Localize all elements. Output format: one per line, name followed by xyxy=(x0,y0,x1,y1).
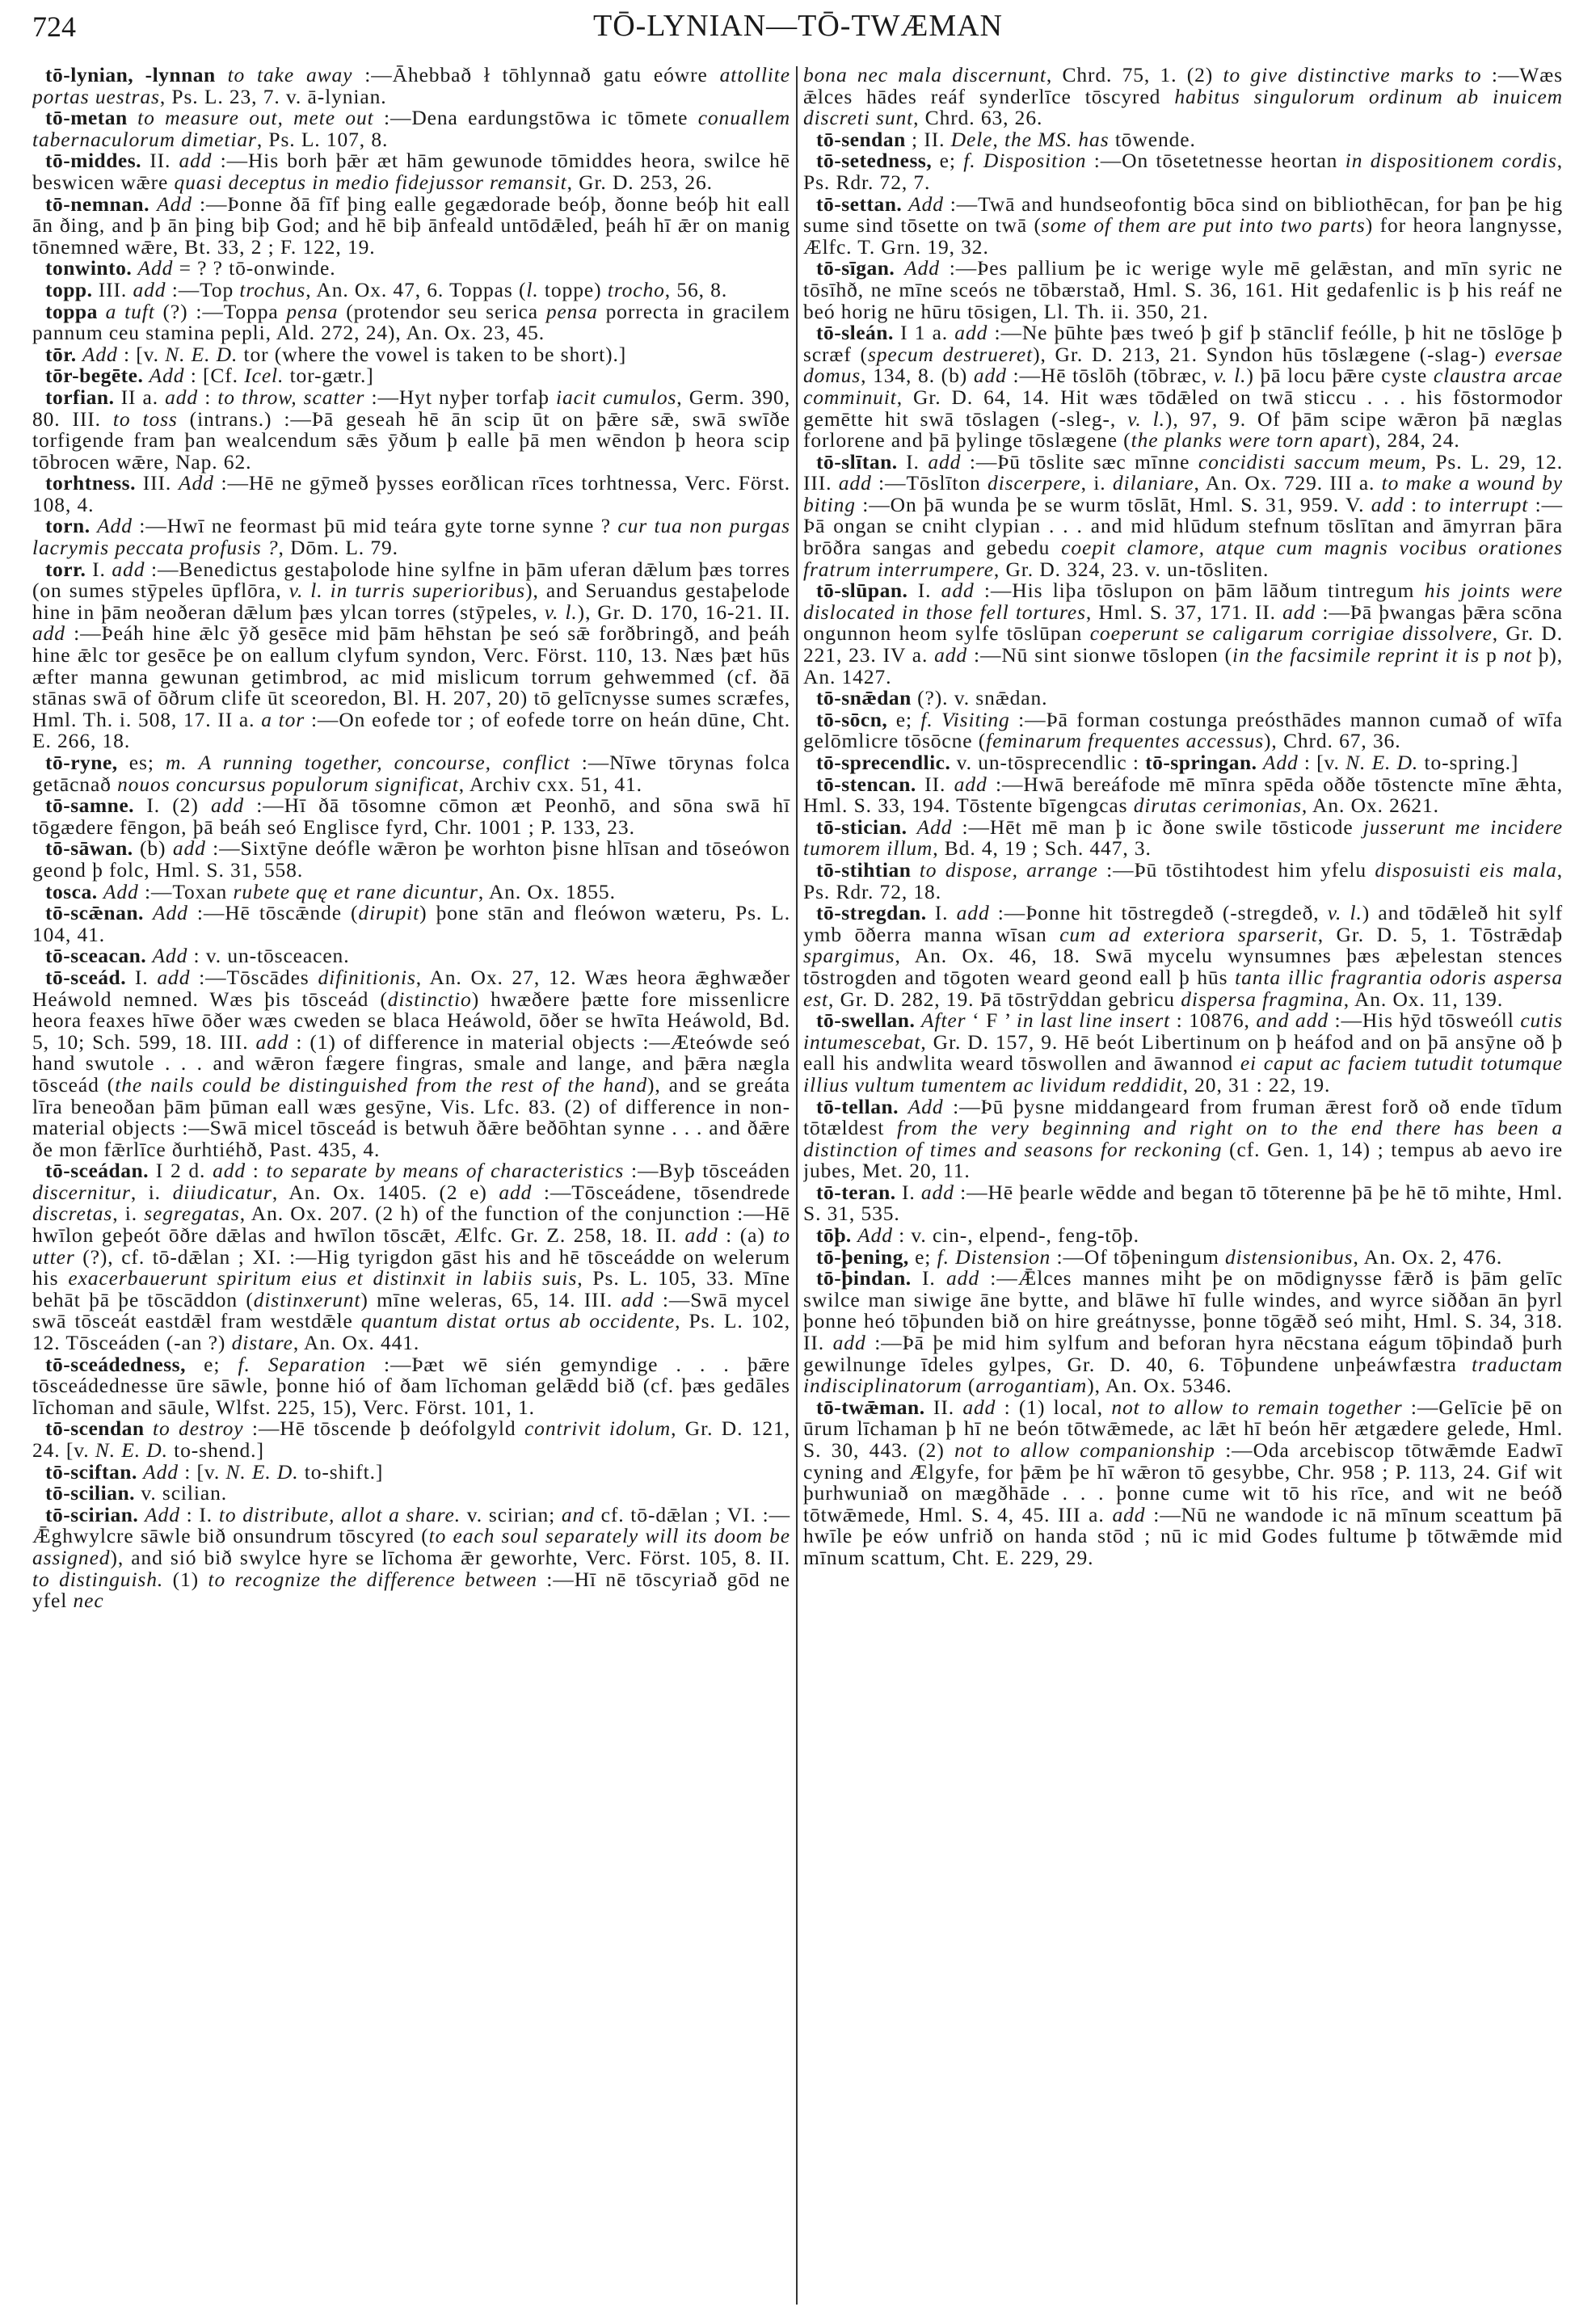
italic-gloss: add xyxy=(133,277,166,301)
entry-body: v. un-tōsprecendlic : tō-springan. Add : [v. N. E. D. to-spring.] xyxy=(950,751,1519,774)
italic-gloss: Add xyxy=(908,192,944,216)
italic-gloss: to separate by means of characteristics xyxy=(266,1159,625,1183)
italic-gloss: distensionibus xyxy=(1224,1244,1354,1269)
entry-body: to take away :—Āhebbað ł tōhlynnað gatu eówre attollite portas uestras, Ps. L. 23, 7. v. ā-lynian. xyxy=(32,65,790,108)
italic-gloss: to measure out, mete out xyxy=(137,106,374,130)
dictionary-entry xyxy=(32,752,790,795)
italic-gloss: add xyxy=(920,1180,954,1204)
dictionary-entry xyxy=(32,365,790,387)
headword: tō-sīgan. xyxy=(816,256,895,280)
italic-gloss: the planks were torn apart xyxy=(1131,428,1368,453)
italic-gloss: add xyxy=(165,385,199,409)
italic-gloss: coepit clamore, atque cum magnis vocibus orationes fratrum interrumpere xyxy=(803,536,1563,581)
dictionary-entry xyxy=(32,387,790,473)
dictionary-entry xyxy=(32,559,790,752)
dictionary-entry xyxy=(803,322,1563,452)
italic-gloss: attollite portas uestras xyxy=(32,65,790,108)
headword: tō-settan. xyxy=(816,192,903,216)
dictionary-entry xyxy=(32,1459,790,1484)
italic-gloss: add xyxy=(941,579,975,603)
headword: tō-sciftan. xyxy=(45,1459,137,1484)
italic-gloss: exacerbauerunt spiritum eius et distinxit in labiis suis xyxy=(68,1266,578,1290)
italic-gloss: trochus xyxy=(239,277,306,301)
headword: tō-scirian. xyxy=(45,1502,139,1526)
italic-gloss: add xyxy=(973,364,1007,388)
italic-gloss: in dispositionem cordis xyxy=(1345,149,1557,173)
dictionary-entry xyxy=(32,1160,790,1353)
italic-gloss: iacit cumulos xyxy=(556,385,677,409)
left-column xyxy=(32,65,790,2307)
dictionary-entry xyxy=(32,473,790,516)
italic-gloss: Disposition xyxy=(983,149,1087,173)
italic-gloss: to dispose, arrange xyxy=(919,857,1098,882)
entry-body: (?). v. snǣdan. xyxy=(911,686,1048,710)
italic-gloss: distare xyxy=(231,1331,293,1355)
italic-gloss: Add xyxy=(149,364,185,388)
column-divider xyxy=(796,66,798,2305)
italic-gloss: to distinguish. xyxy=(32,1567,164,1591)
italic-gloss: quasi deceptus in medio fidejussor remansit xyxy=(174,170,567,194)
headword: tō-sceacan. xyxy=(45,944,147,968)
dictionary-entry xyxy=(32,967,790,1160)
italic-gloss: and xyxy=(561,1502,595,1526)
entry-body: I. add :—Þonne hit tōstregdeð (-stregdeð, v. l.) and tōdǣleð hit sylf ymb ōðerra manna wīsan cum ad exteriora sparserit, Gr. D. 5, 1. Tōstrǣdaþ spargimus, An. Ox. 46, 18. Swā mycelu wynsumnes þæs æþelestan stences tōstrogden and tōgoten weard geond eall þ hūs tanta illic fragrantia odoris aspersa est, Gr. D. 282, 19. Þā tōstrӯddan gebricu dispersa fragmina, An. Ox. 11, 139. xyxy=(803,901,1563,1011)
italic-gloss: Add xyxy=(1262,751,1299,774)
headword: tonwinto. xyxy=(45,256,133,280)
italic-gloss: Add xyxy=(907,1094,944,1118)
italic-gloss: discretas xyxy=(32,1202,113,1226)
italic-gloss: not xyxy=(1503,643,1532,667)
italic-gloss: add xyxy=(211,793,244,818)
headword: tō-sceádedness, xyxy=(45,1352,186,1376)
italic-gloss: add xyxy=(179,149,213,173)
italic-gloss: add xyxy=(621,1287,655,1311)
italic-gloss: N. E. D. xyxy=(165,342,238,366)
italic-gloss: dirutas cerimonias xyxy=(1133,793,1302,818)
italic-gloss: ei caput ac faciem tutudit totumque illius vultum tumentem ac lividum reddidit xyxy=(803,1051,1563,1097)
entry-body: I 2 d. add : to separate by means of characteristics :—Byþ tōsceáden discernitur, i. diiudicatur, An. Ox. 1405. (2 e) add :—Tōsceádene, tōsendrede discretas, i. segregatas, An. Ox. 207. (2 h) of the function of the conjunction :—Hē hwīlon geþeót ōðre dǣlas and hwīlon tōscǣt, Ælfc. Gr. Z. 258, 18. II. add : (a) to utter (?), cf. tō-dǣlan ; XI. :—Hig tyrigdon gāst his and hē tōsceádde on welerum his exacerbauerunt spiritum eius et distinxit in labiis suis, Ps. L. 105, 33. Mīne behāt þā þe tōscāddon (distinxerunt) mīne weleras, 65, 14. III. add :—Swā mycel swā tōsceát eastdǣl fram westdǣle quantum distat ortus ab occidente, Ps. L. 102, 12. Tōsceáden (-an ?) distare, An. Ox. 441. xyxy=(32,1159,790,1355)
dictionary-entry xyxy=(32,1483,790,1505)
entry-body: to destroy :—Hē tōscende þ deófolgyld contrivit idolum, Gr. D. 121, 24. [v. N. E. D. to-shend.] xyxy=(32,1416,790,1462)
italic-gloss: disposuisti eis mala xyxy=(1375,857,1557,882)
italic-gloss: Add xyxy=(103,879,139,903)
dictionary-entry xyxy=(32,838,790,881)
italic-gloss: conuallem tabernaculorum dimetiar xyxy=(32,106,790,151)
italic-gloss: add xyxy=(954,321,988,345)
italic-gloss: to interrupt xyxy=(1424,492,1529,516)
italic-gloss: v. l. in turris superioribus xyxy=(288,579,526,603)
dictionary-entry xyxy=(803,817,1563,860)
italic-gloss: dispersa fragmina xyxy=(1181,987,1344,1011)
italic-gloss: to destroy xyxy=(153,1416,244,1441)
dictionary-entry xyxy=(803,1244,1563,1269)
dictionary-entry xyxy=(803,1182,1563,1225)
dictionary-entry xyxy=(803,129,1563,151)
italic-gloss: add xyxy=(962,1395,996,1419)
headword: tō-swellan. xyxy=(816,1008,916,1033)
entry-body: I. add :—Ǣlces mannes miht þe on mōdignysse fǣrð is þām gelīc swilce man siwige āne bytte, and blāwe hī fulle windes, and wyrce siððan ān þyrl þonne heó tōþunden bið on hire greátnysse, þonne tōgǣð seó miht, Hml. S. 34, 318. II. add :—Þā þe mid him sylfum and beforan hyra nēcstana eágum tōþindað þurh gewilnunge īdeles gylpes, Gr. D. 40, 6. Tōþundene unþeáwfæstra traductam indisciplinatorum (arrogantiam), An. Ox. 5346. xyxy=(803,1266,1563,1398)
italic-gloss: add xyxy=(1282,600,1316,624)
entry-body: Add :—Hēt mē man þ ic ðone swile tōsticode jusserunt me incidere tumorem illum, Bd. 4, 19 ; Sch. 447, 3. xyxy=(803,815,1563,861)
entry-body: to measure out, mete out :—Dena eardungstōwa ic tōmete conuallem tabernaculorum dimetiar, Ps. L. 107, 8. xyxy=(32,106,790,151)
dictionary-entry xyxy=(803,194,1563,259)
headword: tō-þindan. xyxy=(816,1266,912,1290)
italic-gloss: Dele, the MS. has xyxy=(950,127,1110,151)
italic-gloss: discernitur xyxy=(32,1180,131,1204)
entry-body: After ‘ F ’ in last line insert : 10876, and add :—His hӯd tōsweóll cutis intumescebat, Gr. D. 157, 9. Hē beót Libertinum on þ heáfod and on þā ansӯne oð þ eall his andwlita weard tōswollen and āwannod ei caput ac faciem tutudit totumque illius vultum tumentem ac lividum reddidit, 20, 31 : 22, 19. xyxy=(803,1008,1563,1097)
entry-body: I. (2) add :—Hī ðā tōsomne cōmon æt Peonhō, and sōna swā hī tōgædere fēngon, þā beáh seó Englisce fyrd, Chr. 1001 ; P. 133, 23. xyxy=(32,793,790,839)
dictionary-entry xyxy=(803,857,1563,903)
headword: tō-stencan. xyxy=(816,772,916,796)
entry-body: II. add : (1) local, not to allow to remain together :—Gelīcie þē on ūrum līchaman þ hī ne beón tōtwǣmede, ac lǣt hī beón hēr ætgædere gelede, Hml. S. 30, 443. (2) not to allow companionship :—Oda arcebiscop tōtwǣmde Eadwī cyning and Ælgyfe, for þǣm þe hī wǣron tō gesybbe, Chr. 958 ; P. 113, 24. Gif wit þurhwuniað on mægðhāde . . . þonne cume wit tō his rīce, and wit ne beóð tōtwǣmede, Hml. S. 4, 45. III a. add :—Nū ne wandode ic nā mīnum sceattum þā hwīle þe eów unfrið on handa stōd ; nū ic mid Godes fultume þ tōtwǣmde mid mīnum scattum, Cht. E. 229, 29. xyxy=(803,1395,1563,1569)
dictionary-entry xyxy=(32,1502,790,1613)
italic-gloss: add xyxy=(255,1029,289,1054)
italic-gloss: eversae domus xyxy=(803,342,1563,388)
entry-body: II. add :—His borh þǣr æt hām gewunode tōmiddes heora, swilce hē beswicen wǣre quasi deceptus in medio fidejussor remansit, Gr. D. 253, 26. xyxy=(32,149,790,194)
dictionary-entry xyxy=(803,1397,1563,1569)
italic-gloss: feminarum frequentes accessus xyxy=(986,729,1265,753)
headword: tō-scǣnan. xyxy=(45,901,144,925)
entry-body: III. Add :—Hē ne gӯmeð þysses eorðlican rīces torhtnessa, Verc. Först. 108, 4. xyxy=(32,471,790,516)
italic-gloss: add xyxy=(928,449,962,474)
headword: tō-middes. xyxy=(45,149,142,173)
italic-gloss: v. l. xyxy=(1327,901,1362,925)
italic-gloss: specum destrueret xyxy=(867,342,1034,366)
right-column xyxy=(803,65,1563,2307)
dictionary-entry xyxy=(32,795,790,838)
italic-gloss: Visiting xyxy=(941,707,1010,731)
italic-gloss: concidisti saccum meum xyxy=(1198,449,1421,474)
entry-body: Add :—Þes pallium þe ic werige wyle mē gelǣstan, and mīn syric ne tōsīhð, ne mīne sceós ne tōbærstað, Hml. S. 36, 161. Hit gedafenlic is þ his reáf ne beó horig ne hūru tōsigen, Ll. Th. ii. 350, 21. xyxy=(803,256,1563,323)
italic-gloss: discerpere xyxy=(987,471,1081,495)
italic-gloss: v. l. xyxy=(1213,364,1247,388)
italic-gloss: to distribute, allot a share. xyxy=(218,1502,461,1526)
headword: torhtness. xyxy=(45,471,136,495)
italic-gloss: add xyxy=(499,1180,533,1204)
entry-body: Add : [v. N. E. D. to-shift.] xyxy=(143,1459,384,1484)
headword: tō-snǣdan xyxy=(816,686,912,710)
italic-gloss: Separation xyxy=(267,1352,366,1376)
dictionary-entry xyxy=(803,774,1563,817)
italic-gloss: add xyxy=(946,1266,979,1290)
italic-gloss: claustra arcae comminuit xyxy=(803,364,1563,409)
italic-gloss: habitus singulorum ordinum ab inuicem discreti sunt xyxy=(803,84,1563,130)
entry-body: Add :—Þonne ðā fīf þing ealle gegædorade beóþ, ðonne beóþ hit eall ān ðing, and þ ān þing biþ God; and hē biþ ānfeald untōdǣled, þeáh hī ǣr on manig tōnemned wǣre, Bt. 33, 2 ; F. 122, 19. xyxy=(32,192,790,259)
italic-gloss: Add xyxy=(152,944,188,968)
entry-body: e; f. Separation :—Þæt wē sién gemyndige . . . þǣre tōsceádednesse ūre sāwle, þonne hió of ðam līchoman gelǣdd bið (cf. þæs gedāles līchoman and sāule, Wlfst. 225, 15), Verc. Först. 101, 1. xyxy=(32,1352,790,1419)
dictionary-entry xyxy=(803,580,1563,688)
italic-gloss: quantum distat ortus ab occidente xyxy=(360,1309,676,1333)
italic-gloss: N. E. D. xyxy=(1345,751,1419,774)
italic-gloss: l. xyxy=(526,277,539,301)
entry-body: I. add :—Hē þearle wēdde and began tō tōterenne þā þe hē tō mihte, Hml. S. 31, 535. xyxy=(803,1180,1563,1226)
italic-gloss: Add xyxy=(157,192,192,216)
headword: tō-sendan xyxy=(816,127,906,151)
italic-gloss: add xyxy=(32,621,65,646)
italic-gloss: Add xyxy=(137,256,174,280)
italic-gloss: segregatas xyxy=(144,1202,240,1226)
dictionary-entry xyxy=(32,65,790,107)
italic-gloss: traductam indisciplinatorum xyxy=(803,1352,1563,1398)
italic-gloss: distinctio xyxy=(387,987,472,1011)
headword: torr. xyxy=(45,557,86,581)
entry-body: Add :—Twā and hundseofontig bōca sind on bibliothēcan, for þan þe hig sume sind tōsette on twā (some of them are put into two parts) for heora langnysse, Ælfc. T. Grn. 19, 32. xyxy=(803,192,1563,259)
italic-gloss: coeperunt se caligarum corrigiae dissolvere xyxy=(1089,621,1493,646)
italic-gloss: rubete quę et rane dicuntur xyxy=(233,879,478,903)
italic-gloss: Icel. xyxy=(244,364,284,388)
headword: tō-teran. xyxy=(816,1180,896,1204)
italic-gloss: nouos concursus populorum significat xyxy=(117,772,459,796)
entry-body: a tuft (?) :—Toppa pensa (protendor seu serica pensa porrecta in gracilem pannum ceu stamina pepli, Ald. 272, 24), An. Ox. 23, 45. xyxy=(32,299,790,345)
entry-body: Add : v. cin-, elpend-, feng-tōþ. xyxy=(857,1223,1139,1248)
entry-body: Add : I. to distribute, allot a share. v. scirian; and cf. tō-dǣlan ; VI. :—Ǣghwylcre sāwle bið onsundrum tōscyred (to each soul separately will its doom be assigned), and sió bið swylce hyre se līchoma ǣr geworhte, Verc. Först. 105, 8. II. to distinguish. (1) to recognize the difference between :—Hī nē tōscyriað gōd ne yfel nec xyxy=(32,1502,790,1613)
page-number: 724 xyxy=(32,11,76,43)
italic-gloss: diiudicatur xyxy=(172,1180,272,1204)
italic-gloss: cum ad exteriora sparserit xyxy=(1059,922,1318,946)
italic-gloss: cutis intumescebat xyxy=(803,1008,1563,1054)
entry-body: I. add :—Tōscādes difinitionis, An. Ox. 27, 12. Wæs heora ǣghwæðer Heáwold nemned. Wæs þis tōsceád (distinctio) hwæðere þætte fore missenlicre heora feaxes hīwe ōðer wæs cweden se blaca Heáwold, ōðer se hwīta Heáwold, Bd. 5, 10; Sch. 599, 18. III. add : (1) of difference in material objects :—Æteówde seó hand swutole . . . and wǣron fægere fingras, smale and lange, and þǣra nægla tōsceád (the nails could be distinguished from the rest of the hand), and se greáta līra beneoðan þām þūman eall wæs gesӯne, Vis. Lfc. 83. (2) of difference in non-material objects :—Swā micel tōsceád is betwuh ðǣre beðōhtan synne . . . and ðǣre ðe mon fǣrlīce ðurhtiéhð, Past. 435, 4. xyxy=(32,965,790,1161)
headword: tō-lynian, -lynnan xyxy=(45,65,216,86)
headword: torfian. xyxy=(45,385,115,409)
italic-gloss: Distension xyxy=(955,1244,1051,1269)
headword: toppa xyxy=(45,299,98,323)
running-title: TŌ-LYNIAN—TŌ-TWÆMAN xyxy=(593,9,1003,43)
entry-body: to dispose, arrange :—Þū tōstihtodest him yfelu disposuisti eis mala, Ps. Rdr. 72, 18. xyxy=(803,857,1563,903)
italic-gloss: Add xyxy=(82,342,118,366)
headword: tō-samne. xyxy=(45,793,135,818)
dictionary-entry xyxy=(32,194,790,259)
italic-gloss: add xyxy=(1112,1502,1146,1526)
headword: tō-slūpan. xyxy=(816,579,908,603)
italic-gloss: add xyxy=(956,901,990,925)
headword: tō-nemnan. xyxy=(45,192,149,216)
entry-body: III. add :—Top trochus, An. Ox. 47, 6. Toppas (l. toppe) trocho, 56, 8. xyxy=(92,277,728,301)
entry-body: II. add :—Hwā bereáfode mē mīnra spēda oððe tōstencte mīne ǣhta, Hml. S. 33, 194. Tōstente bīgengcas dirutas cerimonias, An. Ox. 2621. xyxy=(803,772,1563,818)
dictionary-entry xyxy=(32,879,790,903)
italic-gloss: dirupit xyxy=(358,901,420,925)
italic-gloss: not to allow companionship xyxy=(954,1438,1215,1462)
italic-gloss: and add xyxy=(1256,1008,1329,1033)
italic-gloss: m. xyxy=(165,751,187,774)
dictionary-entry xyxy=(32,1354,790,1419)
headword: tō-stihtian xyxy=(816,857,912,882)
headword: tō-sāwan. xyxy=(45,836,133,861)
italic-gloss: Add xyxy=(904,256,940,280)
entry-body: bona nec mala discernunt, Chrd. 75, 1. (2) to give distinctive marks to :—Wæs ǣlces hādes reáf synderlīce tōscyred habitus singulorum ordinum ab inuicem discreti sunt, Chrd. 63, 26. xyxy=(803,65,1563,130)
dictionary-entry xyxy=(32,344,790,366)
italic-gloss: arrogantiam xyxy=(975,1374,1088,1398)
headword: tō-stregdan. xyxy=(816,901,927,925)
entry-body: Add :—Hwī ne feormast þū mid teára gyte torne synne ? cur tua non purgas lacrymis peccata profusis ?, Dōm. L. 79. xyxy=(32,514,790,560)
italic-gloss: N. E. D. xyxy=(225,1459,299,1484)
italic-gloss: to utter xyxy=(32,1223,790,1269)
italic-gloss: Add xyxy=(145,1502,180,1526)
entry-body: e; f. Distension :—Of tōþeningum distensionibus, An. Ox. 2, 476. xyxy=(908,1244,1503,1269)
dictionary-entry xyxy=(32,150,790,193)
dictionary-entry xyxy=(803,150,1563,193)
entry-body: (b) add :—Sixtӯne deófle wǣron þe worhton þisne hlīsan and tōseówon geond þ folc, Hml. S. 31, 558. xyxy=(32,836,790,882)
italic-gloss: Add xyxy=(916,815,953,839)
italic-gloss: his joints were dislocated in those fell tortures xyxy=(803,579,1563,624)
italic-gloss: nec xyxy=(73,1589,104,1613)
italic-gloss: a tuft xyxy=(105,299,155,323)
entry-body: Add : [v. N. E. D. tor (where the vowel is taken to be short).] xyxy=(82,342,627,366)
italic-gloss: not to allow to remain together xyxy=(1111,1395,1403,1419)
italic-gloss: to make a wound by biting xyxy=(803,471,1563,516)
dictionary-entry xyxy=(803,1225,1563,1247)
dictionary-entry xyxy=(803,709,1563,752)
italic-gloss: add xyxy=(684,1223,718,1248)
italic-gloss: Add xyxy=(143,1459,179,1484)
entry-body: II a. add : to throw, scatter :—Hyt nyþer torfaþ iacit cumulos, Germ. 390, 80. III. to toss (intrans.) :—Þā geseah hē ān scip ūt on þǣre sǣ, swā swīðe torfigende fram þan wealcendum sǣs ӯðum þ ealle þā men wēndon þ heora scip tōbrocen wǣre, Nap. 62. xyxy=(32,385,790,474)
italic-gloss: add xyxy=(213,1159,246,1183)
italic-gloss: to toss xyxy=(112,406,178,431)
entry-body: Add = ? ? tō-onwinde. xyxy=(137,256,336,280)
italic-gloss: in last line insert xyxy=(1016,1008,1171,1033)
headword: tō-twǣman. xyxy=(816,1395,925,1419)
entry-body: ; II. Dele, the MS. has tōwende. xyxy=(905,127,1196,151)
italic-gloss: N. E. D. xyxy=(95,1438,168,1462)
dictionary-entry xyxy=(32,945,790,967)
entry-body: v. scilian. xyxy=(135,1481,228,1505)
entry-body: I. add :—His liþa tōslupon on þām lāðum tintregum his joints were dislocated in those fell tortures, Hml. S. 37, 171. II. add :—Þā þwangas þǣra scōna ongunnon heom sylfe tōslūpan coeperunt se caligarum corrigiae dissolvere, Gr. D. 221, 23. IV a. add :—Nū sint sionwe tōslopen (in the facsimile reprint it is p not þ), An. 1427. xyxy=(803,579,1563,688)
italic-gloss: difinitionis xyxy=(318,965,416,989)
headword: topp. xyxy=(45,277,93,301)
italic-gloss: contrivit idolum xyxy=(524,1416,672,1441)
headword: tosca. xyxy=(45,879,98,903)
dictionary-entry xyxy=(803,752,1563,774)
dictionary-entry xyxy=(803,449,1563,581)
italic-gloss: to take away xyxy=(227,65,353,86)
italic-gloss: add xyxy=(157,965,191,989)
italic-gloss: dilaniare xyxy=(1112,471,1194,495)
italic-gloss: v. l. xyxy=(544,600,578,624)
italic-gloss: Add xyxy=(178,471,214,495)
dictionary-entry xyxy=(32,258,790,280)
italic-gloss: trocho xyxy=(607,277,665,301)
italic-gloss: Add xyxy=(152,901,188,925)
italic-gloss: v. l. xyxy=(1127,406,1165,431)
headword: tō-sceád. xyxy=(45,965,127,989)
headword: tō-scendan xyxy=(45,1416,145,1441)
dictionary-entry xyxy=(32,516,790,558)
dictionary-entry xyxy=(803,688,1563,709)
italic-gloss: f. xyxy=(920,707,933,731)
dictionary-entry xyxy=(32,903,790,945)
italic-gloss: some of them are put into two parts xyxy=(1041,213,1366,238)
italic-gloss: After xyxy=(920,1008,966,1033)
headword: tō-sceádan. xyxy=(45,1159,149,1183)
entry-body: I. add :—Benedictus gestaþolode hine sylfne in þām uferan dǣlum þæs torres (on sumes stӯpeles ūpflōra, v. l. in turris superioribus), and Seruandus gestaþelode hine in þām neoðeran dǣlum þæs ylcan torres (stӯpeles, v. l.), Gr. D. 170, 16-21. II. add :—Þeáh hine ǣlc ӯð gesēce mid þām hēhstan þe seó sǣ forðbringð, and þeáh hine ǣlc tor gesēce þe on eallum clyfum syndon, Verc. Först. 110, 13. Næs þæt hūs æfter manna gewunan getimbrod, ac mid mislicum torrum gehwemmed (cf. ðā stānas swā of ōðrum clife ūt sceoredon, Bl. H. 207, 20) tō gelīcnysse sumes scræfes, Hml. Th. i. 508, 17. II a. a tor :—On eofede tor ; of eofede torre on heán dūne, Cht. E. 266, 18. xyxy=(32,557,790,753)
headword: tō-sōcn, xyxy=(816,707,888,731)
italic-gloss: add xyxy=(832,1331,866,1355)
headword: tō-slītan. xyxy=(816,449,898,474)
italic-gloss: jusserunt me incidere tumorem illum xyxy=(803,815,1563,861)
entry-body: Add :—Hē tōscǣnde (dirupit) þone stān and fleówon wæteru, Ps. L. 104, 41. xyxy=(32,901,790,946)
italic-gloss: the nails could be distinguished from the rest of the hand xyxy=(115,1072,647,1097)
italic-gloss: add xyxy=(838,471,872,495)
sub-headword: tō-springan. xyxy=(1145,751,1257,774)
entry-body: I. add :—Þū tōslite sæc mīnne concidisti saccum meum, Ps. L. 29, 12. III. add :—Tōslīton discerpere, i. dilaniare, An. Ox. 729. III a. to make a wound by biting :—On þā wunda þe se wurm tōslāt, Hml. S. 31, 959. V. add : to interrupt :—Þā ongan se cniht clypian . . . and mid hlūdum stefnum tōslītan and āmyrran þāra brōðra sangas and gebedu coepit clamore, atque cum magnis vocibus orationes fratrum interrumpere, Gr. D. 324, 23. v. un-tōsliten. xyxy=(803,449,1563,581)
italic-gloss: add xyxy=(112,557,145,581)
italic-gloss: to recognize the difference between xyxy=(208,1567,537,1591)
entry-body: I 1 a. add :—Ne þūhte þæs tweó þ gif þ stānclif feólle, þ hit ne tōslōge þ scræf (specum destrueret), Gr. D. 213, 21. Syndon hūs tōslægene (-slag-) eversae domus, 134, 8. (b) add :—Hē tōslōh (tōbræc, v. l.) þā locu þǣre cyste claustra arcae comminuit, Gr. D. 64, 14. Hit wæs tōdǣled on twā sticcu . . . his fōstormodor gemētte hit swā tōslagen (-sleg-, v. l.), 97, 9. Of þām scipe wǣron þā næglas forlorene and þā þylinge tōslægene (the planks were torn apart), 284, 24. xyxy=(803,321,1563,453)
italic-gloss: in the facsimile reprint it is xyxy=(1232,643,1480,667)
headword: tō-tellan. xyxy=(816,1094,899,1118)
italic-gloss: a tor xyxy=(261,707,305,731)
headword: tō-scilian. xyxy=(45,1481,136,1505)
dictionary-entry xyxy=(803,258,1563,322)
headword: tō-þening, xyxy=(816,1244,909,1269)
italic-gloss: f. xyxy=(238,1352,251,1376)
dictionary-entry xyxy=(32,277,790,301)
entry-body: Add : [Cf. Icel. tor-gætr.] xyxy=(149,364,374,388)
italic-gloss: spargimus xyxy=(803,944,895,968)
dictionary-entry xyxy=(32,1418,790,1461)
italic-gloss: from the very beginning and right on to the end there has been a distinction of times and seasons for reckoning xyxy=(803,1116,1563,1161)
headword: tōr. xyxy=(45,342,77,366)
entry-body: Add :—Toxan rubete quę et rane dicuntur, An. Ox. 1855. xyxy=(103,879,616,903)
italic-gloss: pensa xyxy=(286,299,339,323)
headword: tō-stician. xyxy=(816,815,907,839)
dictionary-entry xyxy=(803,903,1563,1010)
italic-gloss: f. xyxy=(937,1244,950,1269)
dictionary-entry xyxy=(803,1094,1563,1183)
entry-body: e; f. Disposition :—On tōsetetnesse heortan in dispositionem cordis, Ps. Rdr. 72, 7. xyxy=(803,149,1563,194)
italic-gloss: add xyxy=(172,836,206,861)
headword: tō-setedness, xyxy=(816,149,933,173)
italic-gloss: tanta illic fragrantia odoris aspersa est xyxy=(803,965,1563,1011)
italic-gloss: add xyxy=(954,772,987,796)
italic-gloss: to each soul separately will its doom be assigned xyxy=(32,1524,790,1569)
headword: tōþ. xyxy=(816,1223,852,1248)
italic-gloss: add xyxy=(934,643,968,667)
italic-gloss: Add xyxy=(97,514,133,538)
italic-gloss: cur tua non purgas lacrymis peccata profusis ? xyxy=(32,514,790,560)
italic-gloss: Add xyxy=(857,1223,893,1248)
italic-gloss: add xyxy=(1371,492,1404,516)
headword: tō-ryne, xyxy=(45,751,118,774)
italic-gloss: to give distinctive marks to xyxy=(1223,65,1482,86)
entry-body: Add :—Þū þysne middangeard from fruman ǣrest forð oð ende tīdum tōtældest from the very beginning and right on to the end there has been a distinction of times and seasons for reckoning (cf. Gen. 1, 14) ; tempus ab aevo ire jubes, Met. 20, 11. xyxy=(803,1094,1563,1183)
entry-body: Add : v. un-tōsceacen. xyxy=(152,944,350,968)
italic-gloss: bona nec mala discernunt xyxy=(803,65,1046,86)
dictionary-entry xyxy=(803,1268,1563,1397)
italic-gloss: A running together, concourse, conflict xyxy=(198,751,571,774)
entry-body: es; m. A running together, concourse, conflict :—Nīwe tōrynas folca getācnað nouos concursus populorum significat, Archiv cxx. 51, 41. xyxy=(32,751,790,796)
italic-gloss: distinxerunt xyxy=(253,1287,361,1311)
dictionary-entry xyxy=(803,65,1563,129)
italic-gloss: pensa xyxy=(545,299,598,323)
headword: tō-sprecendlic. xyxy=(816,751,951,774)
dictionary-entry xyxy=(803,1010,1563,1096)
headword: tōr-begēte. xyxy=(45,364,144,388)
dictionary-entry xyxy=(32,301,790,344)
headword: tō-sleán. xyxy=(816,321,894,345)
italic-gloss: f. xyxy=(963,149,976,173)
headword: torn. xyxy=(45,514,91,538)
entry-body: e; f. Visiting :—Þā forman costunga preósthādes mannon cumað of wīfa gelōmlicre tōsōcne (feminarum frequentes accessus), Chrd. 67, 36. xyxy=(803,707,1563,753)
italic-gloss: to throw, scatter xyxy=(217,385,365,409)
dictionary-entry xyxy=(32,107,790,150)
headword: tō-metan xyxy=(45,106,128,130)
